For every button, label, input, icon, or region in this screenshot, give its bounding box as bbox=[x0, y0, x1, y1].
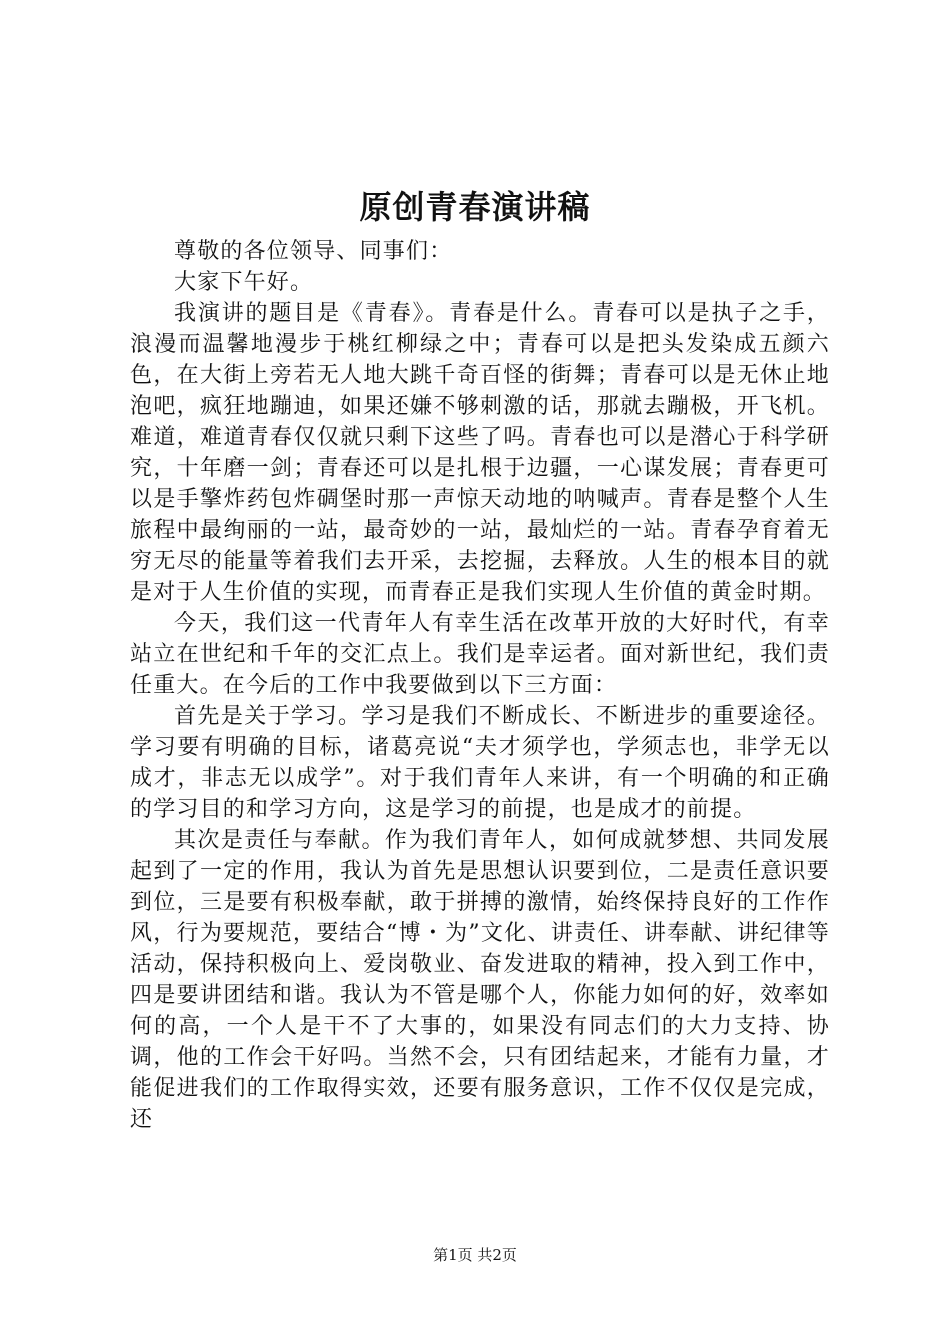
paragraph-responsibility: 其次是责任与奉献。作为我们青年人，如何成就梦想、共同发展起到了一定的作用，我认为首先是思想认识要到位，二是责任意识要到位，三是要有积极奉献，敢于拼搏的激情，始终保持良好的工作作风，行为要规范，要结合“博・为”文化、讲责任、讲奉献、讲纪律等活动，保持积极向上、爱岗敬业、奋发进取的精神，投入到工作中，四是要讲团结和谐。我认为不管是哪个人，你能力如何的好，效率如何的高，一个人是干不了大事的，如果没有同志们的大力支持、协调，他的工作会干好吗。当然不会，只有团结起来，才能有力量，才能促进我们的工作取得实效，还要有服务意识，工作不仅仅是完成，还 bbox=[130, 828, 830, 1132]
page-footer: 第1页 共2页 bbox=[433, 1246, 517, 1264]
paragraph-learning: 首先是关于学习。学习是我们不断成长、不断进步的重要途径。学习要有明确的目标，诸葛亮说“夫才须学也，学须志也，非学无以成才，非志无以成学”。对于我们青年人来讲，有一个明确的和正确的学习目的和学习方向，这是学习的前提，也是成才的前提。 bbox=[130, 704, 830, 822]
paragraph-greeting: 大家下午好。 bbox=[174, 270, 314, 295]
paragraph-topic: 我演讲的题目是《青春》。青春是什么。青春可以是执子之手，浪漫而温馨地漫步于桃红柳绿之中；青春可以是把头发染成五颜六色，在大街上旁若无人地大跳千奇百怪的街舞；青春可以是无休止地泡吧，疯狂地蹦迪，如果还嫌不够刺激的话，那就去蹦极，开飞机。难道，难道青春仅仅就只剩下这些了吗。青春也可以是潜心于科学研究，十年磨一剑；青春还可以是扎根于边疆，一心谋发展；青春更可以是手擎炸药包炸碉堡时那一声惊天动地的呐喊声。青春是整个人生旅程中最绚丽的一站，最奇妙的一站，最灿烂的一站。青春孕育着无穷无尽的能量等着我们去开采，去挖掘，去释放。人生的根本目的就是对于人生价值的实现，而青春正是我们实现人生价值的黄金时期。 bbox=[130, 301, 830, 605]
paragraph-today: 今天，我们这一代青年人有幸生活在改革开放的大好时代，有幸站立在世纪和千年的交汇点上。我们是幸运者。面对新世纪，我们责任重大。在今后的工作中我要做到以下三方面： bbox=[130, 611, 830, 698]
body-text bbox=[130, 236, 830, 1135]
paragraph-salutation: 尊敬的各位领导、同事们： bbox=[174, 239, 453, 264]
page-title: 原创青春演讲稿 bbox=[359, 188, 591, 226]
